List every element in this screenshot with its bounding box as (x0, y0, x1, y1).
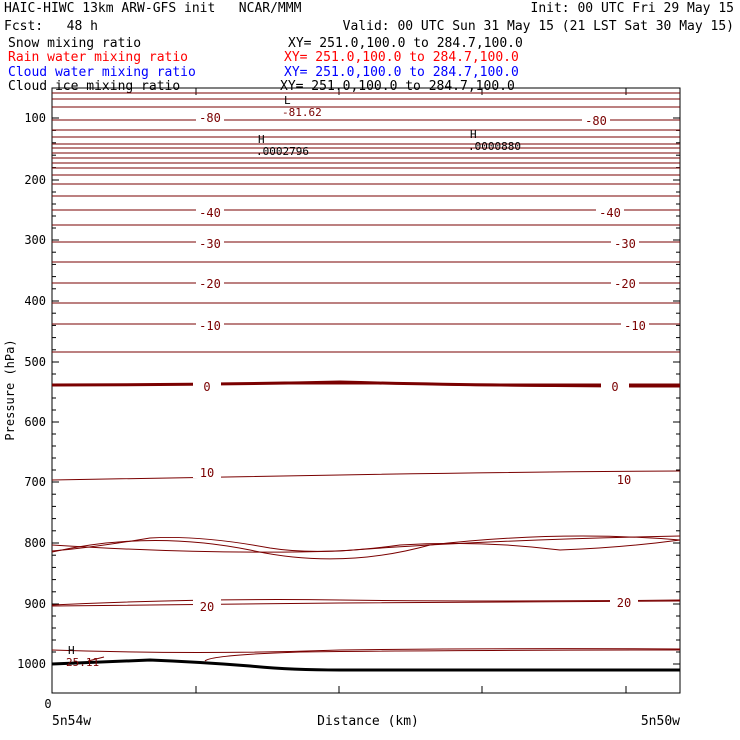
y-tick-label: 700 (24, 475, 46, 489)
y-tick-label: 600 (24, 415, 46, 429)
field-cloudice-xy: XY= 251.0,100.0 to 284.7,100.0 (280, 79, 515, 94)
x-left-label: 5n54w (52, 714, 92, 729)
x-origin-label: 0 (44, 697, 52, 711)
terrain-line (52, 660, 680, 670)
forecast-hour: Fcst: 48 h (4, 19, 98, 34)
y-tick-label: 800 (24, 536, 46, 550)
y-tick-label: 200 (24, 173, 46, 187)
contour-label: -10 (624, 319, 646, 333)
field-cloudwater-xy: XY= 251.0,100.0 to 284.7,100.0 (284, 65, 519, 80)
contour-label: 0 (611, 380, 619, 394)
contour-label: -30 (614, 237, 636, 251)
contour-label: 10 (199, 466, 215, 480)
extremum-mark: H (470, 128, 477, 141)
x-axis-title: Distance (km) (317, 714, 419, 729)
y-tick-label: 300 (24, 233, 46, 247)
init-time: Init: 00 UTC Fri 29 May 15 (530, 1, 734, 16)
y-tick-label: 1000 (17, 657, 46, 671)
y-tick-label: 500 (24, 355, 46, 369)
contour-label: -10 (199, 319, 221, 333)
field-cloudice-label: Cloud ice mixing ratio (8, 79, 181, 94)
contour-label: -20 (199, 277, 221, 291)
y-tick-label: 100 (24, 111, 46, 125)
y-tick-label: 900 (24, 597, 46, 611)
contour-label: -40 (199, 206, 221, 220)
contour-label: -80 (585, 114, 607, 128)
plot-frame (52, 88, 680, 693)
isotherm-line (52, 537, 680, 551)
y-tick-label: 400 (24, 294, 46, 308)
isotherm-line (52, 536, 680, 559)
field-snow-xy: XY= 251.0,100.0 to 284.7,100.0 (288, 36, 523, 51)
extremum-value: .0000880 (468, 140, 521, 153)
field-rain-label: Rain water mixing ratio (8, 50, 189, 65)
x-right-label: 5n50w (640, 714, 680, 729)
contour-label: 10 (616, 473, 632, 487)
extremum-mark: L (284, 94, 291, 107)
isotherm-line (52, 600, 680, 605)
contour-label: 0 (203, 380, 211, 394)
contour-label: 20 (199, 600, 215, 614)
contour-label: -80 (199, 111, 221, 125)
isotherm-line (52, 471, 680, 480)
extremum-value: 25.11 (66, 656, 100, 669)
model-title: HAIC-HIWC 13km ARW-GFS init NCAR/MMM (4, 1, 302, 16)
y-axis-title: Pressure (hPa) (3, 339, 17, 441)
field-cloudwater-label: Cloud water mixing ratio (8, 65, 196, 80)
extremum-mark: H (258, 133, 265, 146)
extremum-value: .0002796 (256, 145, 309, 158)
field-snow-label: Snow mixing ratio (8, 36, 142, 51)
contour-label: 20 (616, 596, 632, 610)
contour-label: -40 (599, 206, 621, 220)
contour-label: -20 (614, 277, 636, 291)
contour-label: -30 (199, 237, 221, 251)
field-rain-xy: XY= 251.0,100.0 to 284.7,100.0 (284, 50, 519, 65)
extremum-value: -81.62 (282, 106, 322, 119)
extremum-mark: H (68, 644, 75, 657)
valid-time: Valid: 00 UTC Sun 31 May 15 (21 LST Sat 30 May 15) (342, 19, 734, 34)
